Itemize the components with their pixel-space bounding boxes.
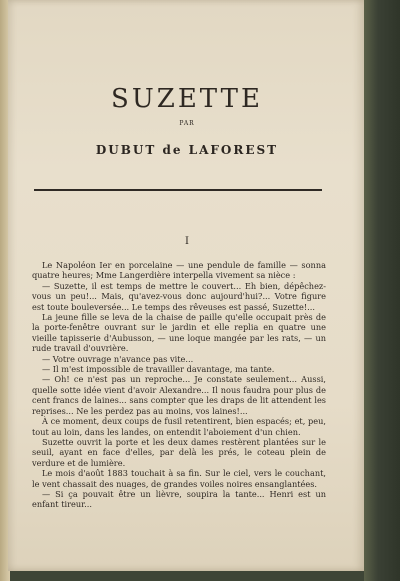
paragraph: À ce moment, deux coups de fusil retentirent, bien espacés; et, peu, tout au loin, dans les landes, on entendit l'aboiement d'un chien. xyxy=(32,416,326,437)
paragraph: — Suzette, il est temps de mettre le couvert... Eh bien, dépêchez-vous un peu!... Mais, qu'avez-vous donc aujourd'hui?... Votre figure est toute bouleversée... Le temps des rêveuses est passé, Suzette!... xyxy=(32,280,326,312)
title-rule xyxy=(34,189,322,191)
paragraph: Le Napoléon Ier en porcelaine — une pendule de famille — sonna quatre heures; Mme Langerdière interpella vivement sa nièce : xyxy=(32,260,326,281)
paragraph: Le mois d'août 1883 touchait à sa fin. Sur le ciel, vers le couchant, le vent chassait des nuages, de grandes voiles noires ensanglantées. xyxy=(32,468,326,489)
paragraph: — Si ça pouvait être un lièvre, soupira la tante... Henri est un enfant tireur... xyxy=(32,488,326,510)
book-page xyxy=(8,0,366,571)
paragraph: La jeune fille se leva de la chaise de paille qu'elle occupait près de la porte-fenêtre ouvrant sur le jardin et elle replia en quatre une vieille tapisserie d'Aubusson, — une loque mangée par les rats, — un rude travail d'ouvrière. xyxy=(32,312,326,354)
story-title: SUZETTE xyxy=(111,84,263,114)
byline-par: PAR xyxy=(179,120,195,127)
author-name: DUBUT de LAFOREST xyxy=(95,143,279,157)
paragraph: — Il m'est impossible de travailler davantage, ma tante. xyxy=(42,364,275,375)
story-text xyxy=(32,260,326,510)
paragraph: Suzette ouvrit la porte et les deux dames restèrent plantées sur le seuil, ayant en face d'elles, par delà les prés, le coteau plein de verdure et de lumière. xyxy=(32,436,326,468)
paragraph: — Oh! ce n'est pas un reproche... Je constate seulement... Aussi, quelle sotte idée vient d'avoir Alexandre... Il nous faudra pour plus de cent francs de laines... sans compter que les draps de lit attendent les reprises... Ne les perdez pas au moins, vos laines!... xyxy=(32,374,326,416)
chapter-number: I xyxy=(185,236,189,247)
paragraph: — Votre ouvrage n'avance pas vite... xyxy=(42,353,194,364)
book-spine xyxy=(364,0,400,581)
